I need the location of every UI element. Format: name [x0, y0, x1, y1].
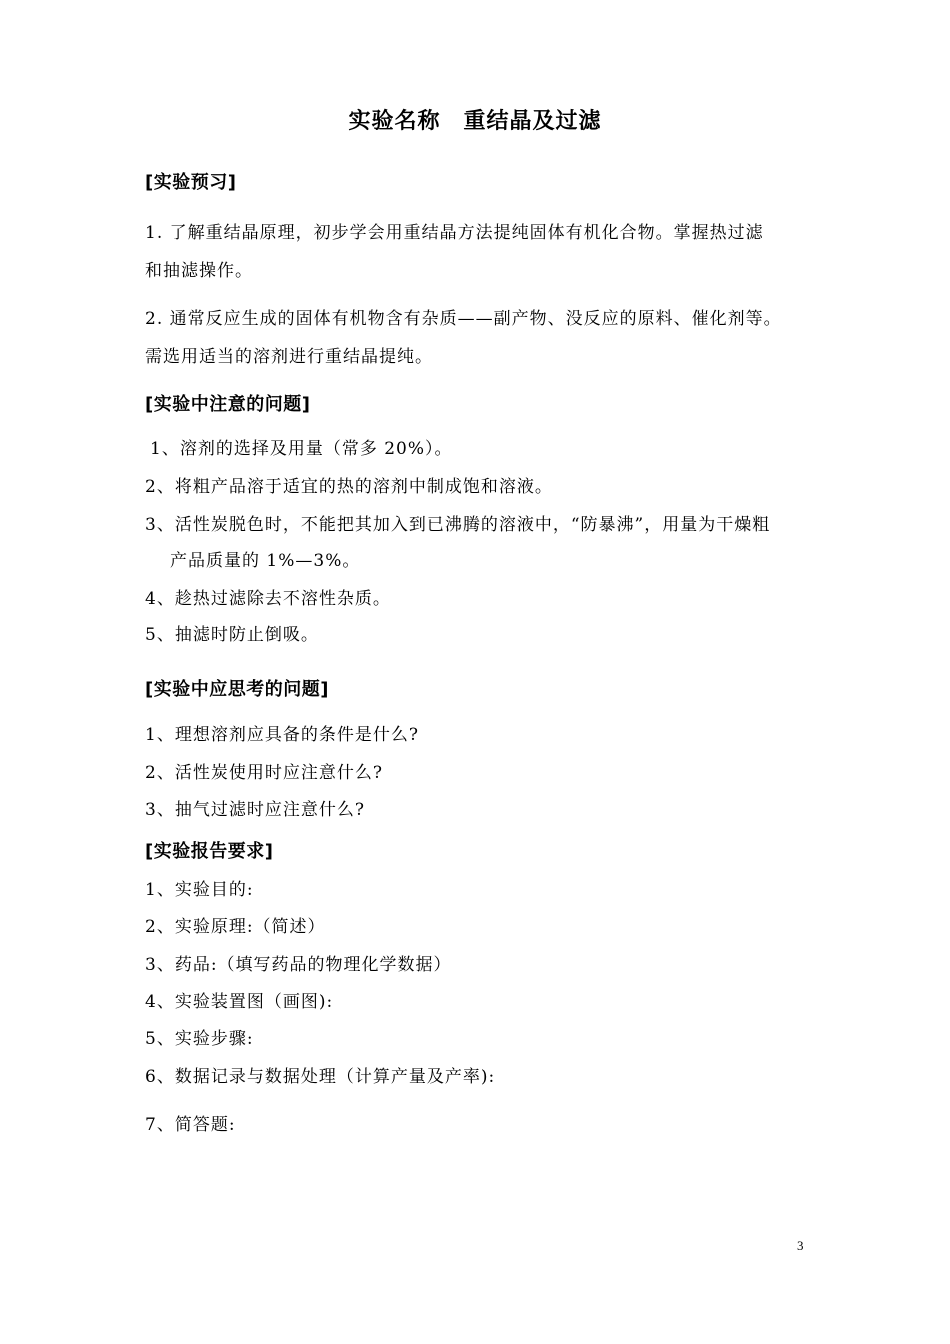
preview-item-2-line-1: 2. 通常反应生成的固体有机物含有杂质——副产物、没反应的原料、催化剂等。 [145, 309, 782, 329]
preview-heading: [实验预习] [145, 172, 237, 193]
attention-item: 1、溶剂的选择及用量（常多 20%）。 [150, 439, 453, 459]
report-item: 1、实验目的: [145, 880, 254, 900]
attention-item: 4、趁热过滤除去不溶性杂质。 [145, 589, 391, 609]
preview-item-2-line-2: 需选用适当的溶剂进行重结晶提纯。 [145, 347, 433, 367]
report-item: 4、实验装置图（画图): [145, 992, 334, 1012]
thinking-item: 1、理想溶剂应具备的条件是什么? [145, 725, 419, 745]
attention-heading: [实验中注意的问题] [145, 394, 311, 415]
thinking-item: 3、抽气过滤时应注意什么? [145, 800, 365, 820]
report-heading: [实验报告要求] [145, 841, 274, 862]
attention-item: 2、将粗产品溶于适宜的热的溶剂中制成饱和溶液。 [145, 477, 553, 497]
attention-item: 3、活性炭脱色时，不能把其加入到已沸腾的溶液中，“防暴沸”，用量为干燥粗 [145, 515, 771, 535]
report-item: 3、药品:（填写药品的物理化学数据） [145, 955, 452, 975]
report-item: 7、简答题: [145, 1115, 236, 1135]
report-item: 2、实验原理:（简述） [145, 917, 326, 937]
preview-item-1-line-1: 1. 了解重结晶原理，初步学会用重结晶方法提纯固体有机化合物。掌握热过滤 [145, 223, 764, 243]
page-number: 3 [797, 1238, 804, 1253]
thinking-item: 2、活性炭使用时应注意什么? [145, 763, 383, 783]
report-item: 5、实验步骤: [145, 1029, 254, 1049]
report-item: 6、数据记录与数据处理（计算产量及产率): [145, 1067, 496, 1087]
attention-item-continuation: 产品质量的 1%—3%。 [170, 551, 361, 571]
thinking-heading: [实验中应思考的问题] [145, 679, 329, 700]
attention-item: 5、抽滤时防止倒吸。 [145, 625, 319, 645]
preview-item-1-line-2: 和抽滤操作。 [145, 261, 253, 281]
page-title: 实验名称 重结晶及过滤 [348, 109, 602, 134]
